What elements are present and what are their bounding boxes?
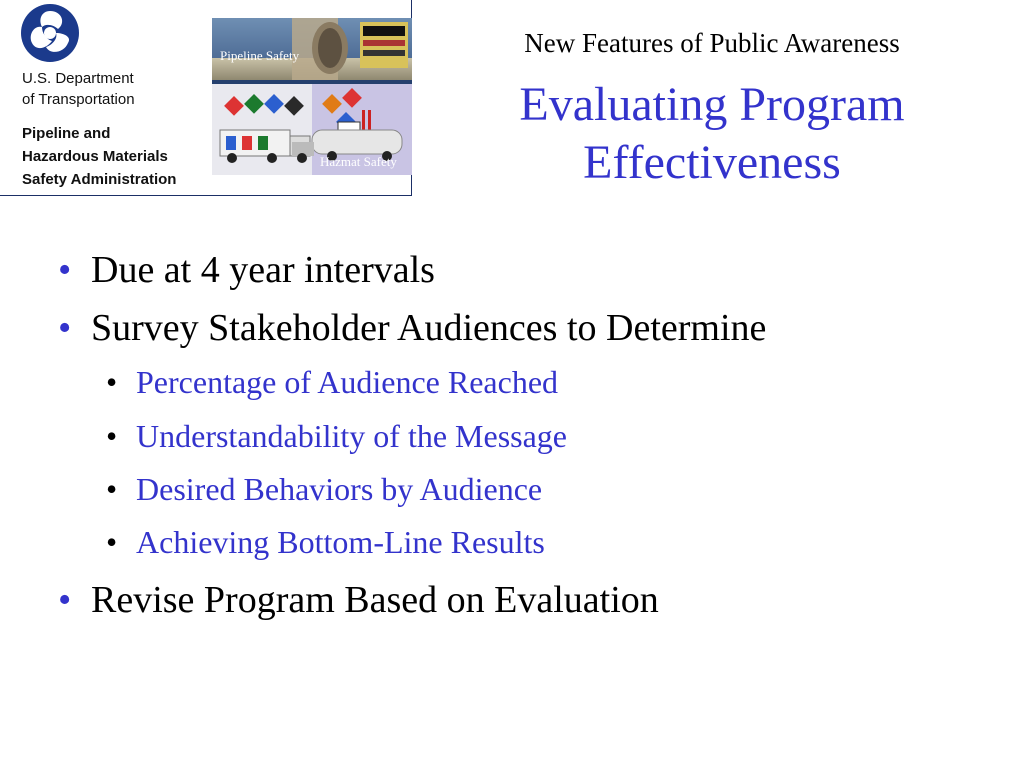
agency-admin-line1: Pipeline and [22, 125, 111, 142]
sub-bullet-item [106, 364, 558, 401]
sub-bullet-glyph: • [106, 524, 118, 560]
sub-bullet-item [106, 418, 567, 455]
bullet-glyph: • [58, 249, 72, 291]
sub-bullet-text: Desired Behaviors by Audience [136, 471, 543, 507]
bullet-text: Revise Program Based on Evaluation [91, 579, 659, 621]
bullet-item [58, 248, 435, 292]
bullet-text: Due at 4 year intervals [91, 249, 435, 291]
hazmat-safety-label: Hazmat Safety [320, 154, 397, 169]
agency-dept-line1: U.S. Department [22, 70, 134, 87]
sub-bullet-text: Achieving Bottom-Line Results [136, 524, 545, 560]
slide-subtitle: New Features of Public Awareness [524, 28, 900, 58]
pipeline-safety-label: Pipeline Safety [220, 48, 300, 63]
slide-title: Evaluating Program Effectiveness [519, 78, 905, 189]
bullet-item [58, 306, 766, 350]
agency-dept-line2: of Transportation [22, 91, 135, 108]
agency-header [0, 0, 412, 196]
agency-admin-line3: Safety Administration [22, 171, 177, 188]
bullet-glyph: • [58, 579, 72, 621]
bullet-glyph: • [58, 307, 72, 349]
sub-bullet-glyph: • [106, 364, 118, 400]
bullet-text: Survey Stakeholder Audiences to Determine [91, 307, 767, 349]
usdot-logo-icon [20, 3, 80, 63]
sub-bullet-item [106, 524, 545, 561]
pipeline-hazmat-photo [212, 18, 412, 175]
bullet-item [58, 578, 659, 622]
agency-admin-line2: Hazardous Materials [22, 148, 168, 165]
sub-bullet-glyph: • [106, 418, 118, 454]
sub-bullet-text: Understandability of the Message [136, 418, 567, 454]
sub-bullet-item [106, 471, 542, 508]
sub-bullet-glyph: • [106, 471, 118, 507]
sub-bullet-text: Percentage of Audience Reached [136, 364, 559, 400]
